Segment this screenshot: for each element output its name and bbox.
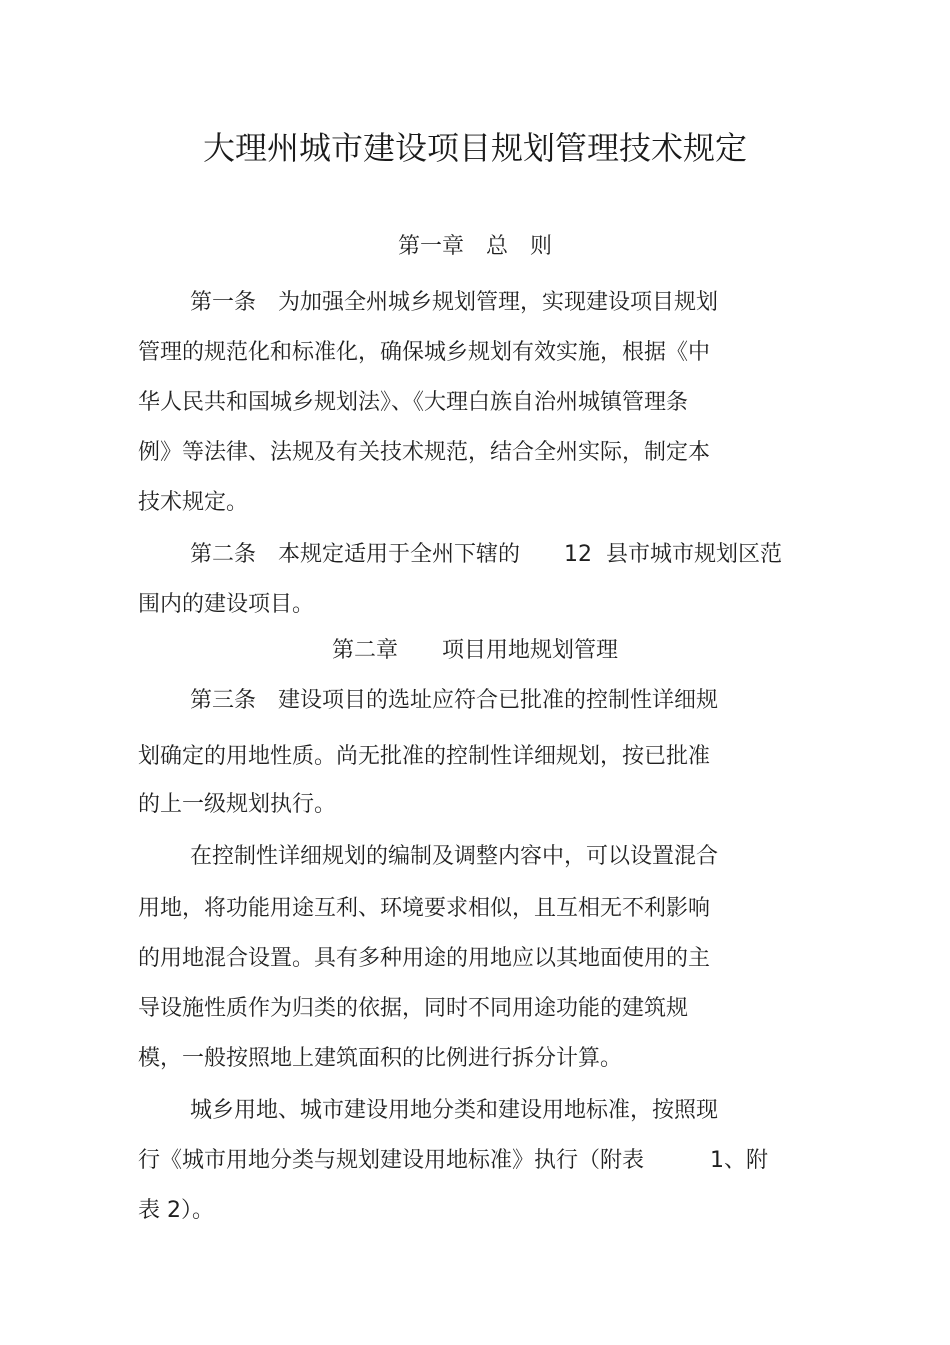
- article-1-line: 技术规定。: [138, 490, 249, 515]
- article-2-line: 围内的建设项目。: [138, 592, 315, 617]
- chapter-1-heading: 第一章 总 则: [397, 234, 552, 259]
- mixed-land-line: 用地，将功能用途互利、环境要求相似，且互相无不利影响: [138, 896, 711, 921]
- article-1-line: 华人民共和国城乡规划法》、《大理白族自治州城镇管理条: [138, 390, 689, 415]
- mixed-land-line: 导设施性质作为归类的依据，同时不同用途功能的建筑规: [138, 996, 689, 1021]
- land-standard-line: 城乡用地、城市建设用地分类和建设用地标准，按照现: [190, 1098, 719, 1123]
- chapter-2-heading: 第二章 项目用地规划管理: [331, 638, 618, 663]
- article-2-line: 第二条 本规定适用于全州下辖的 12 县市城市规划区范: [190, 542, 782, 567]
- article-3-line: 的上一级规划执行。: [138, 792, 337, 817]
- article-3-line: 划确定的用地性质。尚无批准的控制性详细规划，按已批准: [138, 744, 711, 769]
- document-title: 大理州城市建设项目规划管理技术规定: [202, 129, 747, 167]
- article-1-line: 管理的规范化和标准化，确保城乡规划有效实施，根据《中: [138, 340, 711, 365]
- land-standard-line: 表 2）。: [138, 1198, 214, 1223]
- article-1-line: 例》等法律、法规及有关技术规范，结合全州实际，制定本: [138, 440, 711, 465]
- land-standard-line: 行《城市用地分类与规划建设用地标准》执行（附表 1、附: [138, 1148, 768, 1173]
- mixed-land-line: 模，一般按照地上建筑面积的比例进行拆分计算。: [138, 1046, 623, 1071]
- article-3-line: 第三条 建设项目的选址应符合已批准的控制性详细规: [190, 688, 719, 713]
- mixed-land-line: 在控制性详细规划的编制及调整内容中，可以设置混合: [190, 844, 719, 869]
- mixed-land-line: 的用地混合设置。具有多种用途的用地应以其地面使用的主: [138, 946, 711, 971]
- article-1-line: 第一条 为加强全州城乡规划管理，实现建设项目规划: [190, 290, 719, 315]
